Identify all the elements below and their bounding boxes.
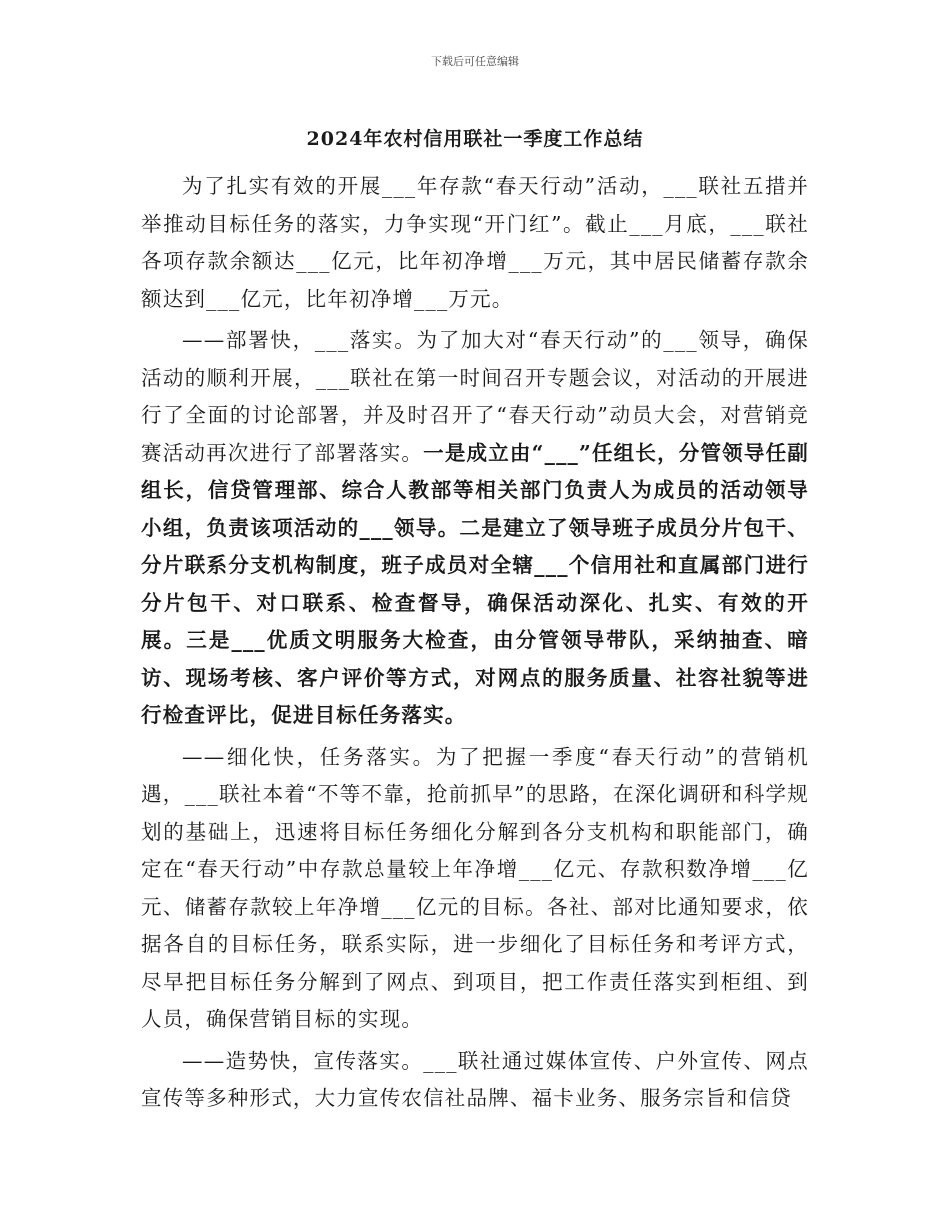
paragraph-publicity: ——造势快，宣传落实。___联社通过媒体宣传、户外宣传、网点宣传等多种形式，大力宣传农信社品牌、福卡业务、服务宗旨和信贷 (141, 1048, 809, 1110)
document-title: 2024年农村信用联社一季度工作总结 (306, 128, 644, 150)
paragraph-refinement: ——细化快，任务落实。为了把握一季度“春天行动”的营销机遇，___联社本着“不等不靠，抢前抓早”的思路，在深化调研和科学规划的基础上，迅速将目标任务细化分解到各分支机构和职能部门，确定在“春天行动”中存款总量较上年净增___亿元、存款积数净增___亿元、储蓄存款较上年净增___亿元的目标。各社、部对比通知要求，依据各自的目标任务，联系实际，进一步细化了目标任务和考评方式，尽早把目标任务分解到了网点、到项目，把工作责任落实到柜组、到人员，确保营销目标的实现。 (141, 744, 809, 1031)
header-note: 下载后可任意编辑 (431, 55, 519, 68)
document-body (141, 168, 809, 1122)
paragraph-intro: 为了扎实有效的开展___年存款“春天行动”活动，___联社五措并举推动目标任务的落实，力争实现“开门红”。截止___月底，___联社各项存款余额达___亿元，比年初净增___万元，其中居民储蓄存款余额达到___亿元，比年初净增___万元。 (141, 174, 809, 311)
paragraph-deployment-bold-text: 一是成立由“___”任组长，分管领导任副组长，信贷管理部、综合人教部等相关部门负责人为成员的活动领导小组，负责该项活动的___领导。二是建立了领导班子成员分片包干、分片联系分支机构制度，班子成员对全辖___个信用社和直属部门进行分片包干、对口联系、检查督导，确保活动深化、扎实、有效的开展。三是___优质文明服务大检查，由分管领导带队，采纳抽查、暗访、现场考核、客户评价等方式，对网点的服务质量、社容社貌等进行检查评比，促进目标任务落实。 (141, 440, 809, 727)
paragraph-deployment-text: ——部署快，___落实。为了加大对“春天行动”的___领导，确保活动的顺利开展，___联社在第一时间召开专题会议，对活动的开展进行了全面的讨论部署，并及时召开了“春天行动”动员大会，对营销竞赛活动再次进行了部署落实。 (141, 328, 809, 465)
paragraph-deployment (141, 322, 809, 735)
